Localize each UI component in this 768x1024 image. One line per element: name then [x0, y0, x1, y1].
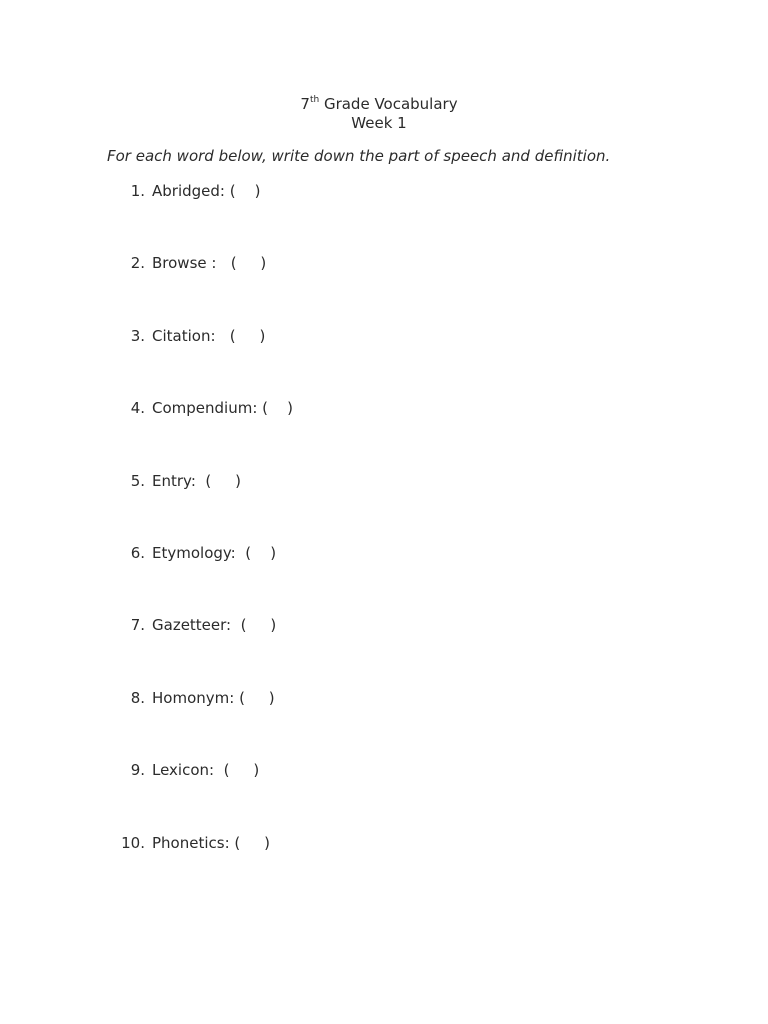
- vocab-number: 2.: [130, 254, 145, 273]
- vocab-word: Entry: ( ): [152, 471, 241, 490]
- title-grade-number: 7: [300, 95, 310, 113]
- vocab-word: Citation: ( ): [152, 326, 266, 345]
- vocab-item: [0, 182, 768, 254]
- title-superscript: th: [309, 95, 320, 105]
- title-text: Grade Vocabulary: [319, 95, 458, 113]
- vocab-item: [0, 399, 768, 471]
- vocab-number: 5.: [130, 471, 145, 490]
- vocab-item: [0, 544, 768, 616]
- vocab-number: 6.: [130, 543, 145, 562]
- instructions-text: For each word below, write down the part of speech and definition.: [107, 147, 611, 165]
- vocab-item: [0, 616, 768, 688]
- vocab-number: 7.: [130, 616, 145, 635]
- vocabulary-list: [0, 182, 768, 906]
- vocab-number: 4.: [130, 399, 145, 418]
- vocab-word: Phonetics: ( ): [152, 833, 270, 852]
- vocab-item: [0, 761, 768, 833]
- vocab-number: 9.: [130, 761, 145, 780]
- vocab-number: 10.: [121, 833, 145, 852]
- worksheet-header: [0, 92, 758, 133]
- vocab-word: Gazetteer: ( ): [152, 616, 277, 635]
- vocab-number: 3.: [130, 326, 145, 345]
- vocab-number: 8.: [130, 688, 145, 707]
- page-title: [0, 92, 758, 114]
- vocab-number: 1.: [130, 182, 145, 200]
- vocab-word: Lexicon: ( ): [152, 761, 260, 780]
- vocab-word: Compendium: ( ): [152, 399, 293, 418]
- vocab-item: [0, 834, 768, 906]
- vocab-word: Homonym: ( ): [152, 688, 275, 707]
- vocab-item: [0, 254, 768, 326]
- vocab-item: [0, 327, 768, 399]
- page-subtitle: Week 1: [351, 114, 407, 132]
- vocab-word: Etymology: ( ): [152, 543, 277, 562]
- vocab-item: [0, 689, 768, 761]
- vocab-item: [0, 472, 768, 544]
- vocab-word: Browse : ( ): [152, 254, 267, 273]
- vocab-word: Abridged: ( ): [152, 182, 261, 200]
